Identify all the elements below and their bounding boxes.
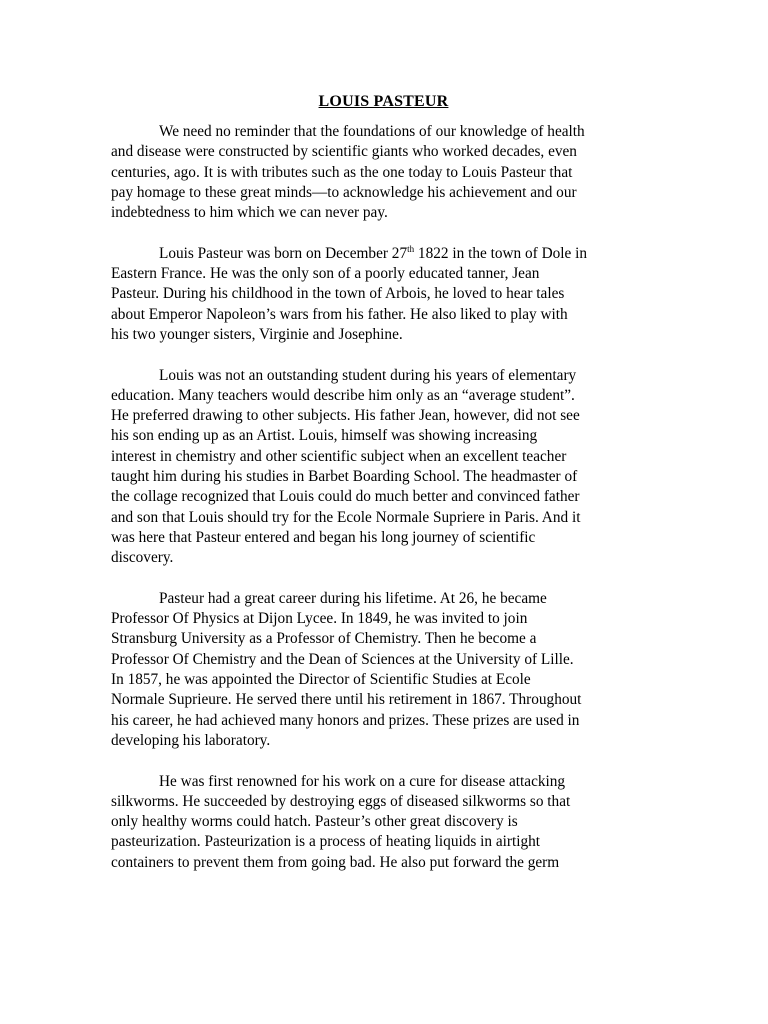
text-line: his career, he had achieved many honors and prizes. These prizes are used in [111, 711, 580, 729]
text-line: silkworms. He succeeded by destroying eggs of diseased silkworms so that [111, 792, 571, 810]
text-line: his two younger sisters, Virginie and Josephine. [111, 325, 403, 343]
paragraph-5 [111, 772, 656, 873]
text-line: the collage recognized that Louis could do much better and convinced father [111, 488, 580, 506]
text-line: pay homage to these great minds—to acknowledge his achievement and our [111, 183, 577, 201]
text-line: taught him during his studies in Barbet Boarding School. The headmaster of [111, 468, 578, 486]
text-line: centuries, ago. It is with tributes such as the one today to Louis Pasteur that [111, 163, 573, 181]
text-line: pasteurization. Pasteurization is a process of heating liquids in airtight [111, 833, 541, 851]
text-line: developing his laboratory. [111, 731, 271, 749]
paragraph-4 [111, 589, 656, 751]
text-line: We need no reminder that the foundations of our knowledge of health [159, 123, 585, 140]
text-line: and disease were constructed by scientific giants who worked decades, even [111, 143, 577, 161]
paragraph-2 [111, 244, 656, 345]
text-line: He was first renowned for his work on a cure for disease attacking [159, 772, 566, 790]
document-title: LOUIS PASTEUR [318, 93, 449, 110]
text-line: Professor Of Physics at Dijon Lycee. In 1849, he was invited to join [111, 610, 528, 628]
text-line: only healthy worms could hatch. Pasteur’s other great discovery is [111, 813, 518, 831]
text-line: and son that Louis should try for the Ecole Normale Supriere in Paris. And it [111, 508, 581, 526]
text-line: Stransburg University as a Professor of Chemistry. Then he become a [111, 630, 537, 648]
paragraph-1 [111, 122, 656, 223]
text-line: his son ending up as an Artist. Louis, himself was showing increasing [111, 427, 538, 445]
text-line: indebtedness to him which we can never pay. [111, 204, 388, 222]
text-line-with-superscript [111, 244, 656, 264]
text-line: discovery. [111, 549, 174, 567]
text-line: He preferred drawing to other subjects. His father Jean, however, did not see [111, 407, 580, 425]
paragraph-3 [111, 366, 656, 569]
document-page [111, 92, 656, 893]
text-line: about Emperor Napoleon’s wars from his father. He also liked to play with [111, 305, 568, 323]
ordinal-superscript: th [407, 243, 415, 254]
text-line: Pasteur. During his childhood in the town of Arbois, he loved to hear tales [111, 285, 565, 303]
text-line: Louis was not an outstanding student during his years of elementary [159, 366, 577, 384]
text-line: Pasteur had a great career during his lifetime. At 26, he became [159, 589, 547, 607]
text-line: containers to prevent them from going bad. He also put forward the germ [111, 853, 560, 871]
text-line: Eastern France. He was the only son of a poorly educated tanner, Jean [111, 265, 540, 283]
text-line: Normale Suprieure. He served there until his retirement in 1867. Throughout [111, 691, 582, 709]
text-fragment: 1822 in the town of Dole in [414, 244, 588, 262]
text-line: interest in chemistry and other scientific subject when an excellent teacher [111, 447, 567, 465]
text-line: In 1857, he was appointed the Director of Scientific Studies at Ecole [111, 671, 531, 689]
text-fragment: Louis Pasteur was born on December 27 [159, 244, 408, 262]
text-line: Professor Of Chemistry and the Dean of Sciences at the University of Lille. [111, 650, 574, 668]
text-line: was here that Pasteur entered and began his long journey of scientific [111, 528, 536, 546]
text-line: education. Many teachers would describe him only as an “average student”. [111, 386, 575, 404]
